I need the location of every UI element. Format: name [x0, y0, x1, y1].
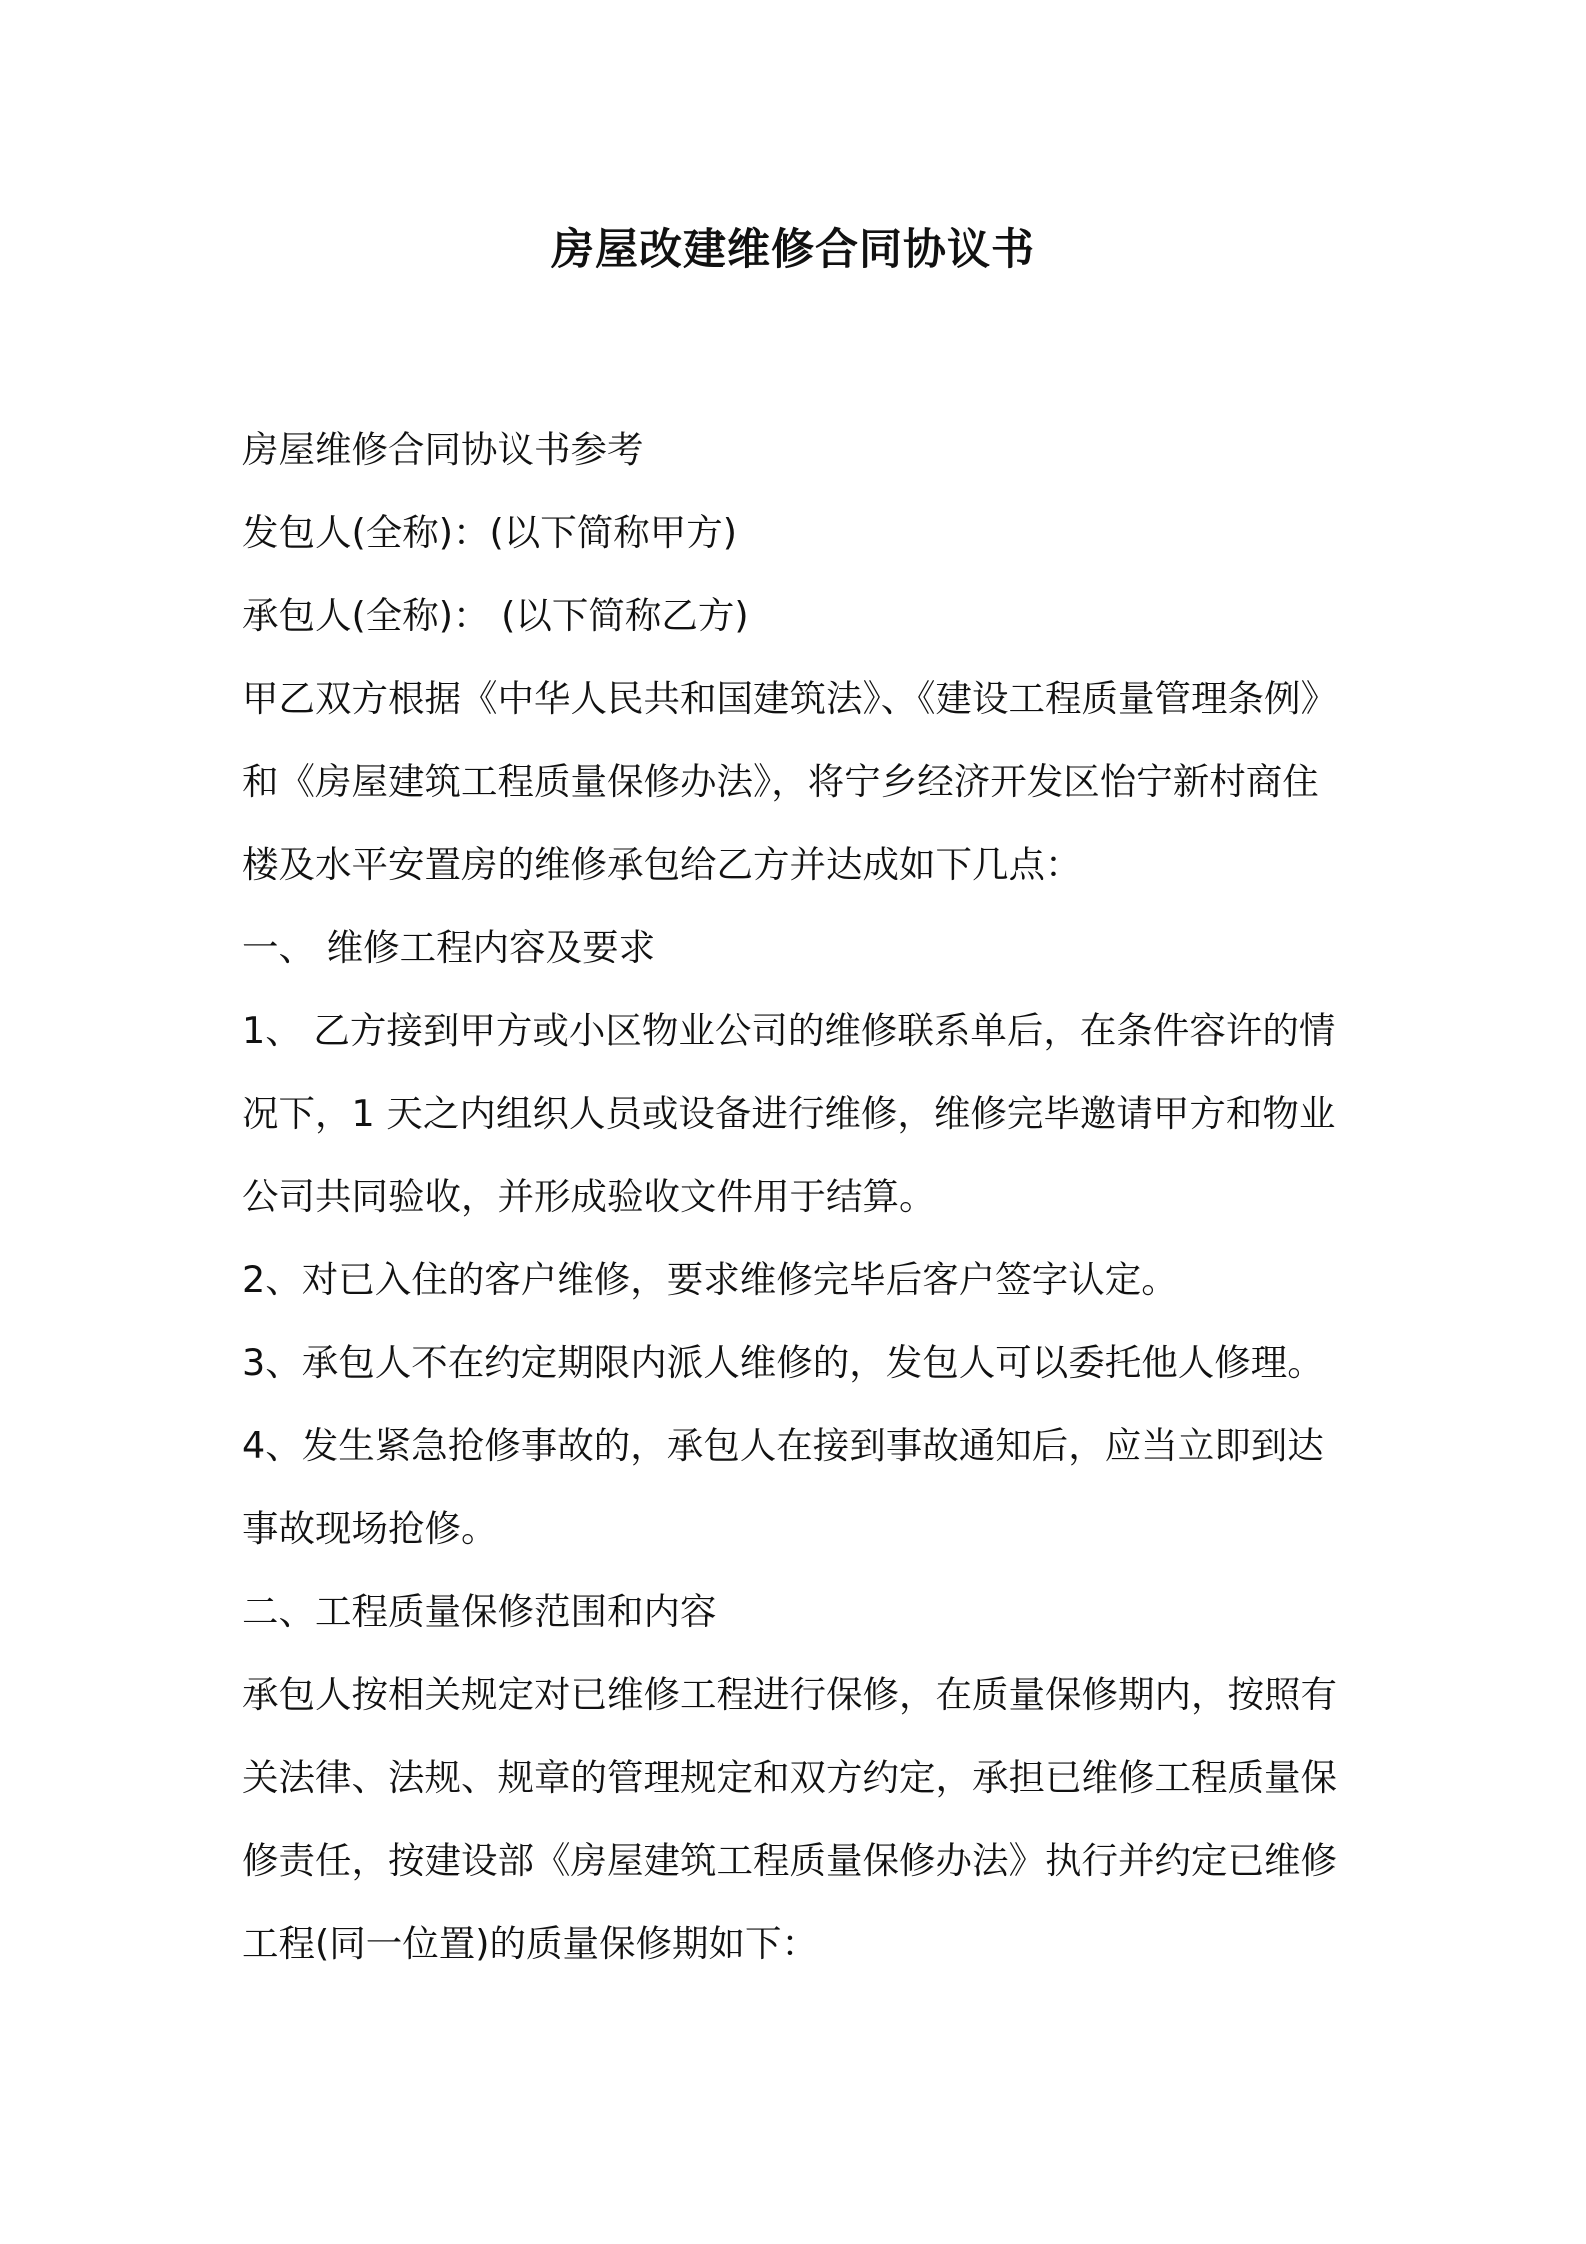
preamble-line: 甲乙双方根据《中华人民共和国建筑法》、《建设工程质量管理条例》 [242, 677, 1337, 720]
subtitle-line: 房屋维修合同协议书参考 [242, 428, 644, 471]
section-heading: 一、 维修工程内容及要求 [242, 926, 656, 969]
clause-line: 2、对已入住的客户维修，要求维修完毕后客户签字认定。 [242, 1258, 1178, 1301]
section-heading: 二、工程质量保修范围和内容 [242, 1590, 717, 1633]
clause-line: 3、承包人不在约定期限内派人维修的，发包人可以委托他人修理。 [242, 1341, 1324, 1384]
document-title: 房屋改建维修合同协议书 [551, 225, 1035, 275]
body-line: 工程(同一位置)的质量保修期如下： [242, 1922, 818, 1965]
clause-line: 公司共同验收，并形成验收文件用于结算。 [242, 1175, 936, 1218]
preamble-line: 和《房屋建筑工程质量保修办法》，将宁乡经济开发区怡宁新村商住 [242, 760, 1319, 803]
clause-line: 1、 乙方接到甲方或小区物业公司的维修联系单后，在条件容许的情 [242, 1009, 1336, 1052]
preamble-line: 楼及水平安置房的维修承包给乙方并达成如下几点： [242, 843, 1082, 886]
party-a-line: 发包人(全称)：(以下简称甲方) [242, 511, 737, 554]
party-b-line: 承包人(全称)： (以下简称乙方) [242, 594, 749, 637]
clause-line: 事故现场抢修。 [242, 1507, 498, 1550]
document-body [242, 408, 1362, 1985]
body-line: 承包人按相关规定对已维修工程进行保修，在质量保修期内，按照有 [242, 1673, 1337, 1716]
body-line: 修责任，按建设部《房屋建筑工程质量保修办法》执行并约定已维修 [242, 1839, 1337, 1882]
body-line: 关法律、法规、规章的管理规定和双方约定，承担已维修工程质量保 [242, 1756, 1337, 1799]
clause-line: 况下，1 天之内组织人员或设备进行维修，维修完毕邀请甲方和物业 [242, 1092, 1336, 1135]
clause-line: 4、发生紧急抢修事故的，承包人在接到事故通知后，应当立即到达 [242, 1424, 1324, 1467]
